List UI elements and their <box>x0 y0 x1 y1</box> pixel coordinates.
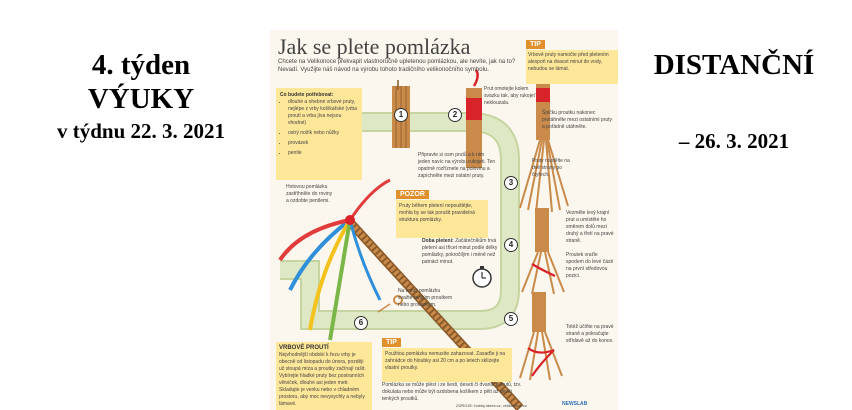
needs-item-willow: • dlouhé a ohebné vrbové pruty, nejlépe z vrby košíkářské (vrba proutí a vrba jíva nejsou vhodné) <box>288 99 358 127</box>
tip1-label: TIP <box>526 40 545 49</box>
pozor-label: POZOR <box>396 190 429 199</box>
heading-vyuky: VÝUKY <box>87 83 195 115</box>
step1-text: Připravte si osm prutů a k nim jeden navíc na výrobu rukojeti. Ten opatrně rozříznete na polovinu a zapíchněte mezi ostatní pruty. <box>418 152 496 179</box>
needs-item-string: • provázek <box>288 140 358 147</box>
step4-text-a: Vezměte levý krajní prut a umístěte ho směrem dolů mezi druhý a třetí na pravé straně. <box>566 210 614 244</box>
bottom-text: Pomlázka se může plést i ze šesti, deseti či dvanácti prutů, tzv. dokulata nebo může být ozdobena košíkem z pěti až devíti tenkých proutků. <box>382 382 522 402</box>
pozor-text: Pruty během pletení nepouštějte, mohla by se tak porušit pravidelná struktura pomlázky. <box>399 203 475 223</box>
step5-text: Totéž učiňte na pravé straně a pokračujte střídavě až do konce. <box>566 324 614 344</box>
vrbove-box <box>276 342 372 410</box>
needs-item-knife: • ostrý nožík nebo nůžky <box>288 130 358 137</box>
vrbove-text: Nejvhodnější období k řezu vrby je obecně od listopadu do února, později už stoupá míza a proutky začínají rašit. Vybírejte hladké pruty bez postranních větviček, dlouhé asi jeden metr. Skladujte je venku nebo v chladném prostoru, aby moc nevysychly a nebyly lámavé. <box>279 352 366 407</box>
doba-note <box>422 238 500 266</box>
finished-text: Hotovou pomlázku zastřihněte do roviny a ozdobte pentlemi. <box>286 184 333 204</box>
doba-text: Začátečníkům trvá pletení asi třicet minut podle délky pomlázky, pokročilým i méně než patnáct minut. <box>422 238 498 265</box>
step-6-badge: 6 <box>354 316 368 330</box>
step4-braid-illustration <box>522 208 564 294</box>
needs-box <box>276 88 362 180</box>
step-5-badge: 5 <box>504 312 518 326</box>
step2-text-a: Prut omotejte kolem svazku tak, aby rukojeť neklouzala. <box>484 86 536 106</box>
newslab-logo: NEWSLAB <box>562 401 588 407</box>
infographic-title: Jak se plete pomlázka <box>278 34 471 59</box>
needs-title: Co budete potřebovat: <box>280 92 334 98</box>
step-2-badge: 2 <box>448 108 462 122</box>
stopwatch-icon <box>473 266 491 287</box>
infographic-intro: Chcete na Velikonoce překvapit vlastnoručně upletenou pomlázkou, ale nevíte, jak na to? Nevadí. Využijte náš návod na výrobu tohoto tradičního velikonočního symbolu. <box>278 59 516 73</box>
needs-item-ribbons: • pentle <box>288 150 358 157</box>
heading-week: 4. týden <box>91 49 191 81</box>
tip1-box <box>526 50 618 84</box>
tip1-text: Vrbové pruty namočte před pletením alespoň na dvacet minut do vody, nebudou se lámat. <box>528 52 609 72</box>
step-1-badge: 1 <box>394 108 408 122</box>
tip2-label: TIP <box>382 338 401 347</box>
right-heading <box>628 48 840 158</box>
step2-text-b: Špičku proutku nakonec protáhněte mezi ostatními pruty a pořádně utáhněte. <box>542 110 613 130</box>
heading-distancni: DISTANČNÍ <box>653 49 815 81</box>
needs-list <box>280 99 358 157</box>
heading-end-date: – 26. 3. 2021 <box>678 129 790 153</box>
pomlazka-infographic <box>270 30 618 410</box>
step4-text-b: Proutek vraťte spodem do levé části na první středovou pozici. <box>566 252 613 279</box>
step5-braid-illustration <box>520 292 562 380</box>
step3-text: Pruty rozdělte na dvě strany po čtyřech. <box>532 158 570 178</box>
heading-week-dates: v týdnu 22. 3. 2021 <box>56 119 226 143</box>
step6-text: Na konci pomlázku svažte tenkým proutkem nebo provázkem. <box>398 288 453 308</box>
vrbove-title: VRBOVÉ PROUTÍ <box>279 345 329 351</box>
source-text: ZDROJE: hobby.idnes.cz, velikonoce.cz <box>456 403 527 408</box>
tip2-text: Použitou pomlázku nemusíte zahazovat. Zasaďte ji na zahrádce do hloubky asi 20 cm a po letech sklízejte vlastní proutky. <box>385 351 506 371</box>
tip2-box <box>382 348 512 382</box>
pozor-box <box>396 200 488 238</box>
step-4-badge: 4 <box>504 238 518 252</box>
step-3-badge: 3 <box>504 176 518 190</box>
doba-label: Doba pletení: <box>422 238 454 244</box>
left-heading <box>26 48 256 146</box>
